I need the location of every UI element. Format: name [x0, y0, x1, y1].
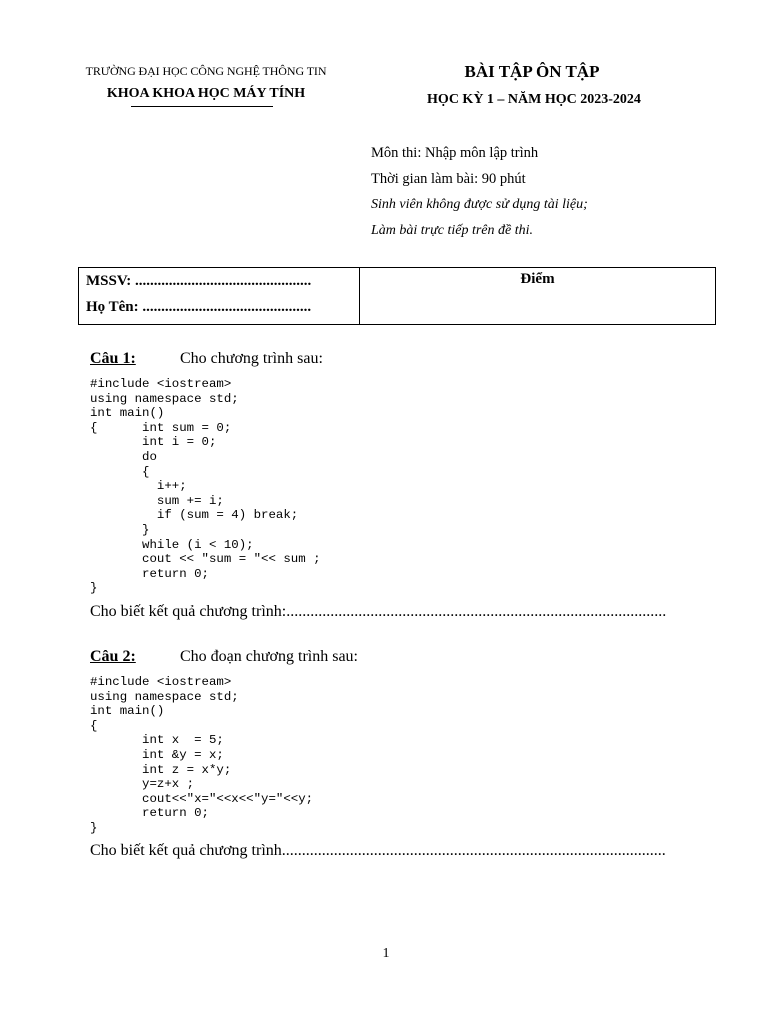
- faculty-name: KHOA KHOA HỌC MÁY TÍNH: [106, 86, 306, 101]
- score-cell: [360, 268, 716, 325]
- student-info-table: [78, 267, 716, 325]
- question-2-code: #include <iostream> using namespace std; int main() { int x = 5; int &y = x; int z = x*y; y=z+x ; cout<<"x="<<x<<"y="<<y; return 0; }: [90, 675, 314, 835]
- exam-note-answer: Làm bài trực tiếp trên đề thi.: [371, 223, 534, 238]
- question-1-code: #include <iostream> using namespace std; int main() { int sum = 0; int i = 0; do { i++; sum += i; if (sum = 4) break; } while (i < 10); cout << "sum = "<< sum ; return 0; }: [90, 377, 321, 596]
- question-2-number: Câu 2:: [90, 648, 136, 665]
- document-title: BÀI TẬP ÔN TẬP: [464, 62, 600, 81]
- question-1-heading: [90, 350, 323, 368]
- question-1-number: Câu 1:: [90, 350, 136, 367]
- question-1-answer-line: Cho biết kết quả chương trình:...............................................................................................: [90, 603, 667, 620]
- question-2-prompt: Cho đoạn chương trình sau:: [180, 648, 358, 665]
- question-2-heading: [90, 648, 358, 666]
- exam-note-materials: Sinh viên không được sử dụng tài liệu;: [371, 197, 588, 212]
- question-2-answer-line: Cho biết kết quả chương trình................................................................................................: [90, 842, 666, 859]
- exam-subject: Môn thi: Nhập môn lập trình: [371, 145, 539, 161]
- student-id-name-cell: [79, 268, 360, 325]
- mssv-field: MSSV: ...............................................: [86, 273, 312, 289]
- exam-duration: Thời gian làm bài: 90 phút: [371, 171, 526, 187]
- page-number: 1: [382, 946, 390, 961]
- question-1-prompt: Cho chương trình sau:: [180, 350, 323, 367]
- student-name-field: Họ Tên: .............................................: [86, 299, 312, 315]
- university-name: TRƯỜNG ĐẠI HỌC CÔNG NGHỆ THÔNG TIN: [85, 64, 327, 78]
- faculty-underline: [131, 106, 273, 107]
- score-label: Điểm: [520, 271, 555, 287]
- semester-label: HỌC KỲ 1 – NĂM HỌC 2023-2024: [427, 92, 641, 107]
